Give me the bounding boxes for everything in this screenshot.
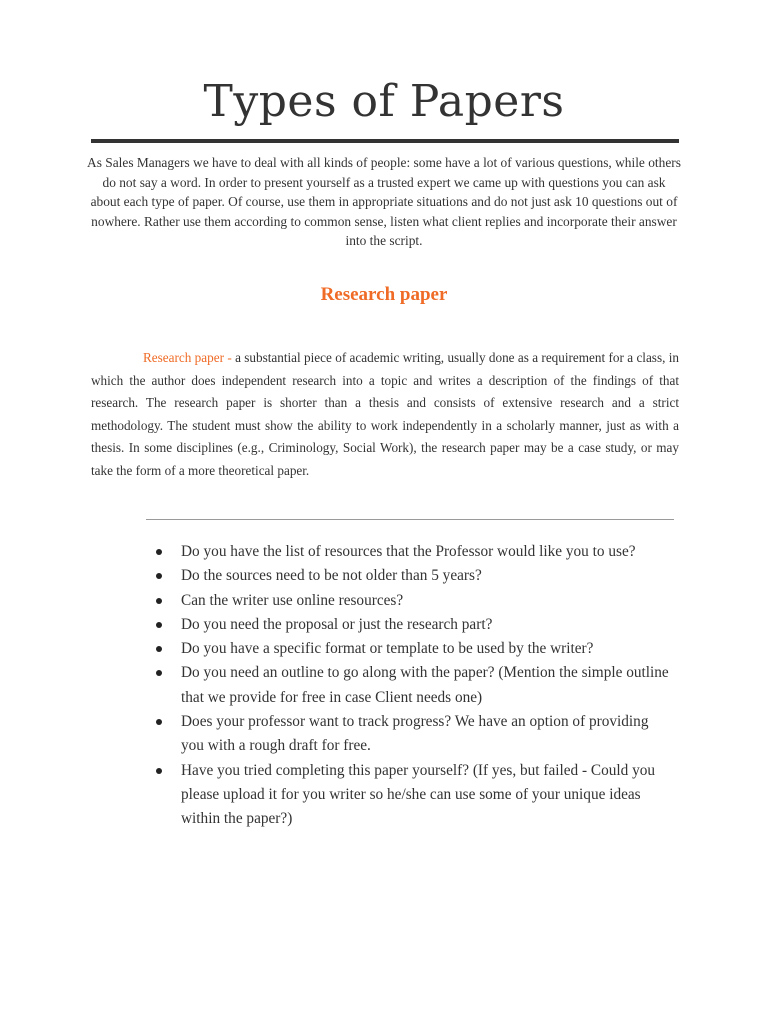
section-divider — [146, 519, 674, 520]
bullet-icon — [156, 646, 162, 652]
definition-paragraph — [91, 347, 679, 482]
question-text: Do you have a specific format or template to be used by the writer? — [181, 640, 594, 658]
bullet-icon — [156, 549, 162, 555]
question-item — [154, 759, 674, 832]
question-text: Does your professor want to track progress? We have an option of providing you with a rough draft for free. — [181, 713, 649, 755]
question-item — [154, 564, 674, 588]
question-item — [154, 589, 674, 613]
question-list — [154, 540, 674, 832]
question-text: Can the writer use online resources? — [181, 591, 404, 609]
page-title: Types of Papers — [203, 76, 565, 127]
definition-term: Research paper - — [143, 350, 232, 365]
bullet-icon — [156, 670, 162, 676]
title-divider — [91, 139, 679, 143]
bullet-icon — [156, 768, 162, 774]
question-item — [154, 637, 674, 661]
question-item — [154, 710, 674, 759]
question-text: Have you tried completing this paper yourself? (If yes, but failed - Could you please upload it for you writer so he/she can use some of your unique ideas within the paper?) — [181, 761, 656, 828]
bullet-icon — [156, 719, 162, 725]
bullet-icon — [156, 573, 162, 579]
question-text: Do you need the proposal or just the research part? — [181, 615, 493, 633]
question-text: Do you need an outline to go along with the paper? (Mention the simple outline that we provide for free in case Client needs one) — [181, 664, 669, 706]
question-item — [154, 613, 674, 637]
bullet-icon — [156, 598, 162, 604]
question-text: Do you have the list of resources that the Professor would like you to use? — [181, 543, 636, 560]
section-heading: Research paper — [320, 284, 448, 305]
question-text: Do the sources need to be not older than 5 years? — [181, 567, 482, 585]
question-item — [154, 661, 674, 710]
definition-text: a substantial piece of academic writing, usually done as a requirement for a class, in which the author does independent research into a topic and writes a description of the findings of that research. The research paper is shorter than a thesis and consists of extensive research and a strict methodology. The student must show the ability to work independently in a scholarly manner, just as with a thesis. In some disciplines (e.g., Criminology, Social Work), the research paper may be a case study, or may take the form of a more theoretical paper. — [91, 350, 679, 478]
bullet-icon — [156, 622, 162, 628]
question-item — [154, 540, 674, 564]
intro-paragraph: As Sales Managers we have to deal with all kinds of people: some have a lot of various questions, while others do not say a word. In order to present yourself as a trusted expert we came up with questions you can ask about each type of paper. Of course, use them in appropriate situations and do not just ask 10 questions out of nowhere. Rather use them according to common sense, listen what client replies and incorporate their answer into the script. — [87, 155, 681, 248]
